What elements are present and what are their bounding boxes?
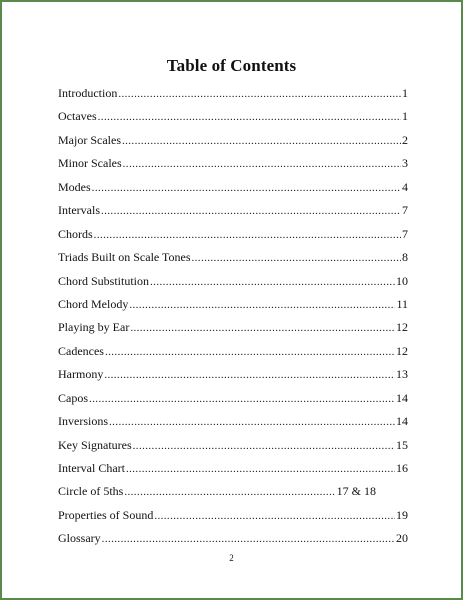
toc-entry-page: 13 [396,367,408,382]
toc-entry-label: Playing by Ear [58,320,130,335]
toc-entry [58,480,408,503]
toc-entry [58,457,408,480]
toc-entry-label: Introduction [58,86,118,100]
toc-entry [58,504,408,527]
toc-entry [58,246,408,269]
toc-entry-page: 11 [396,296,408,311]
toc-dot-leader [150,271,395,294]
toc-entry-page: 16 [396,461,408,475]
toc-dot-leader [129,294,395,317]
toc-dot-leader [89,388,395,411]
toc-dot-leader [133,435,395,458]
toc-entry [58,527,408,550]
toc-entry-page: 1 [402,86,408,100]
toc-dot-leader [118,83,401,106]
toc-entry [58,152,408,175]
toc-entry-label: Interval Chart [58,461,125,475]
toc-entry-label: Circle of 5ths [58,484,124,499]
toc-entry-label: Intervals [58,203,100,218]
toc-entry-label: Key Signatures [58,437,132,452]
toc-entry-page: 15 [396,437,408,452]
toc-entry-label: Cadences [58,343,104,358]
toc-entry [58,223,408,246]
toc-entry-page: 14 [396,414,408,429]
toc-dot-leader [92,177,401,200]
toc-entry-label: Glossary [58,531,101,546]
toc-entry [58,434,408,457]
toc-entry-label: Minor Scales [58,156,122,171]
toc-entry [58,199,408,222]
toc-entry-page: 20 [396,531,408,546]
page-number: 2 [229,553,234,563]
toc-entry [58,270,408,293]
toc-entry [58,105,408,128]
toc-entry-page: 7 [402,203,408,218]
toc-dot-leader [104,364,395,387]
toc-entry-page: 12 [396,320,408,335]
toc-entry-page: 7 [402,226,408,241]
toc-entry [58,293,408,316]
toc-entry [58,340,408,363]
toc-entry-page: 3 [402,156,408,171]
toc-entry [58,387,408,410]
toc-dot-leader [126,458,395,481]
toc-entry-label: Modes [58,179,91,194]
toc-entry-page: 17 & 18 [336,484,376,499]
toc-entry-label: Major Scales [58,132,121,147]
toc-dot-leader [154,505,395,528]
toc-dot-leader [101,200,401,223]
toc-entry-label: Chord Melody [58,296,129,311]
page-title: Table of Contents [166,56,297,75]
toc-entry [58,316,408,339]
toc-entry [58,363,408,386]
toc-dot-leader [130,317,395,340]
toc-entry-page: 8 [402,250,408,265]
toc-dot-leader [102,528,395,551]
toc-entry-label: Inversions [58,414,108,429]
toc-entry [58,176,408,199]
toc-entry-label: Chords [58,226,93,241]
toc-entry-page: 2 [402,132,408,147]
toc-dot-leader [124,481,335,504]
toc-entry-label: Capos [58,390,88,405]
toc-entry-label: Octaves [58,109,97,124]
toc-entry-page: 1 [402,109,408,124]
toc-dot-leader [123,153,401,176]
toc-entry-label: Properties of Sound [58,507,154,522]
toc-dot-leader [105,341,395,364]
toc-entry-page: 19 [396,507,408,522]
toc-dot-leader [109,411,395,434]
toc-entry [58,410,408,433]
toc-entry-page: 12 [396,343,408,358]
toc-entry-label: Triads Built on Scale Tones [58,250,191,265]
toc-entry-page: 4 [402,179,408,194]
toc-dot-leader [98,106,401,129]
toc-entry-page: 10 [396,273,408,288]
toc-entry [58,129,408,152]
toc-entry-label: Harmony [58,367,104,382]
table-of-contents [58,82,408,551]
toc-dot-leader [192,247,402,270]
toc-dot-leader [122,130,401,153]
toc-entry-label: Chord Substitution [58,273,150,288]
toc-dot-leader [94,224,401,247]
toc-entry [58,82,408,105]
toc-entry-page: 14 [396,390,408,405]
